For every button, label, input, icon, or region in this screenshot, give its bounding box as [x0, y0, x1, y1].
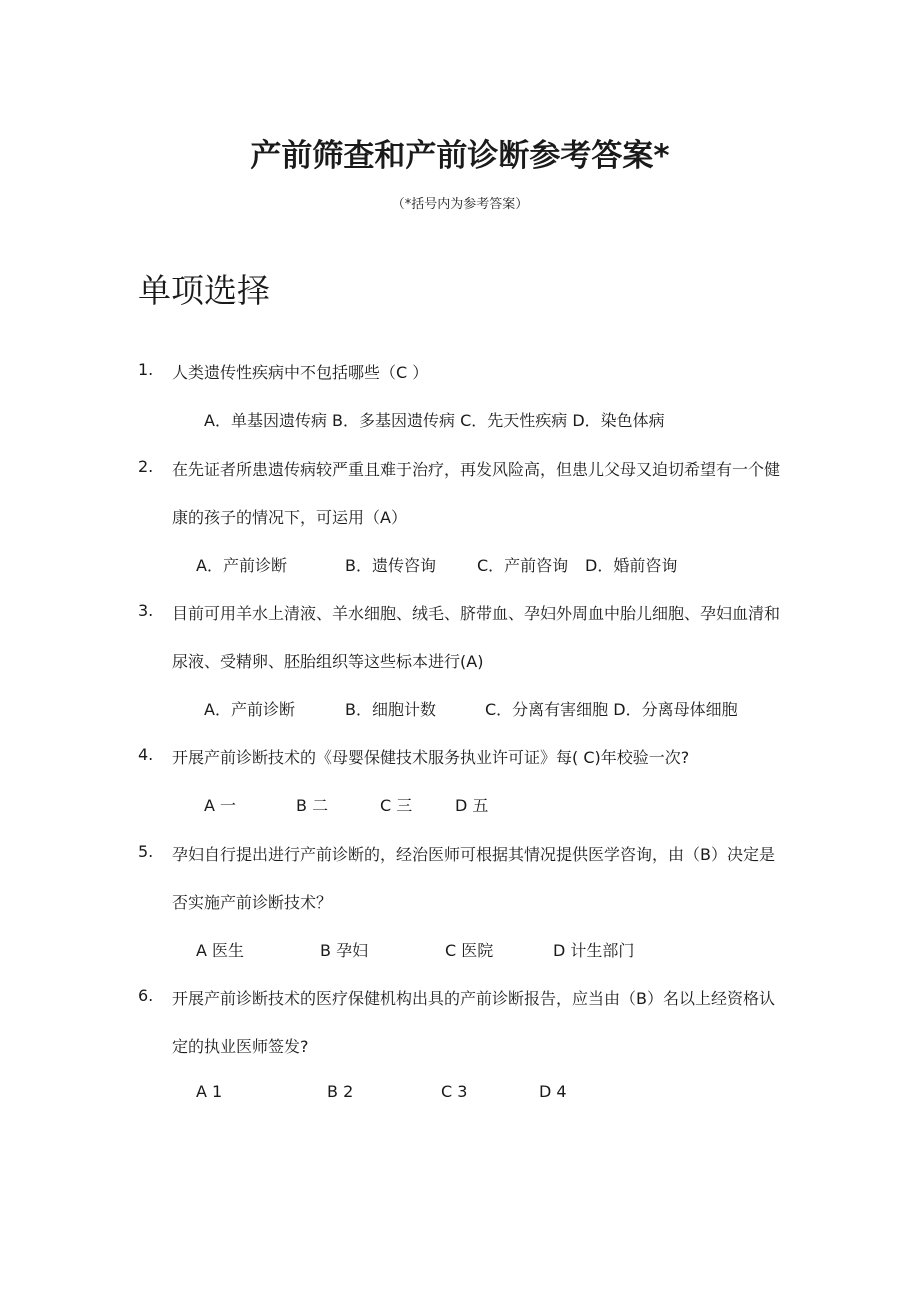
option-a: A．产前诊断: [204, 700, 295, 719]
option-a: A 医生: [196, 941, 245, 960]
page-title: 产前筛查和产前诊断参考答案*: [250, 138, 670, 174]
question-text: 开展产前诊断技术的《母婴保健技术服务执业许可证》每( C)年校验一次?: [172, 748, 690, 767]
option-d: D 五: [455, 796, 489, 815]
question-text: 人类遗传性疾病中不包括哪些（C ）: [172, 363, 429, 382]
question-text: 康的孩子的情况下，可运用（A）: [172, 508, 407, 527]
option-c: C．产前咨询: [477, 556, 569, 575]
option-d: D．婚前咨询: [585, 556, 678, 575]
question-number: 4.: [138, 745, 154, 764]
option-a: A 1: [196, 1082, 223, 1101]
option-c: C 3: [441, 1082, 468, 1101]
option-c-d: C．分离有害细胞 D．分离母体细胞: [485, 700, 738, 719]
option-b: B．细胞计数: [345, 700, 436, 719]
option-a: A．产前诊断: [196, 556, 287, 575]
question-text: 否实施产前诊断技术？: [172, 893, 333, 912]
option-c: C 医院: [445, 941, 494, 960]
question-number: 6.: [138, 986, 154, 1005]
answer-options: A．单基因遗传病 B．多基因遗传病 C．先天性疾病 D．染色体病: [204, 411, 665, 430]
option-d: D 计生部门: [553, 941, 635, 960]
section-heading: 单项选择: [138, 271, 270, 310]
option-d: D 4: [539, 1082, 567, 1101]
question-number: 3.: [138, 601, 154, 620]
option-b: B 2: [327, 1082, 354, 1101]
subtitle-note: （*括号内为参考答案）: [391, 197, 529, 212]
question-text: 尿液、受精卵、胚胎组织等这些标本进行(A): [172, 652, 484, 671]
question-number: 1.: [138, 360, 154, 379]
question-text: 定的执业医师签发?: [172, 1037, 309, 1056]
option-b: B．遗传咨询: [345, 556, 436, 575]
question-text: 目前可用羊水上清液、羊水细胞、绒毛、脐带血、孕妇外周血中胎儿细胞、孕妇血清和: [172, 604, 781, 623]
question-text: 开展产前诊断技术的医疗保健机构出具的产前诊断报告，应当由（B）名以上经资格认: [172, 989, 775, 1008]
option-a: A 一: [204, 796, 237, 815]
question-number: 5.: [138, 842, 154, 861]
option-b: B 孕妇: [320, 941, 369, 960]
question-number: 2.: [138, 457, 154, 476]
question-text: 在先证者所患遗传病较严重且难于治疗，再发风险高，但患儿父母又迫切希望有一个健: [172, 460, 781, 479]
option-b: B 二: [296, 796, 329, 815]
option-c: C 三: [380, 796, 413, 815]
question-text: 孕妇自行提出进行产前诊断的，经治医师可根据其情况提供医学咨询，由（B）决定是: [172, 845, 775, 864]
